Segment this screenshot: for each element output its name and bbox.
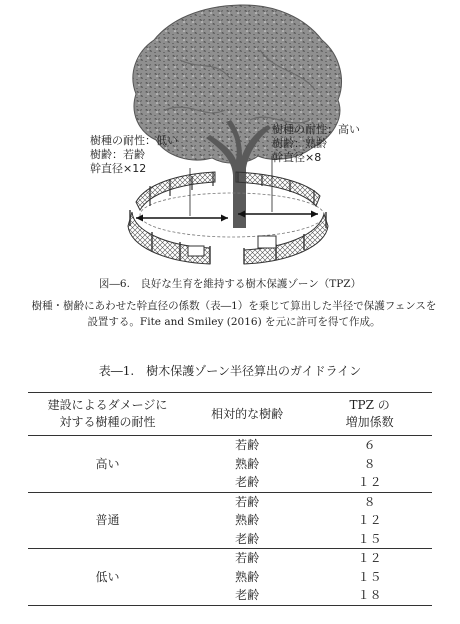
header-factor — [307, 393, 432, 436]
table-row — [28, 549, 432, 568]
right-label — [272, 123, 360, 165]
group-normal — [28, 492, 432, 549]
header-factor-line2: 増加係数 — [345, 415, 394, 429]
right-label-age: 樹齢：熟齢 — [272, 137, 327, 150]
fence-back-right — [236, 172, 320, 206]
age-cell: 若齢 — [235, 494, 260, 509]
tolerance-normal: 普通 — [95, 513, 120, 527]
header-factor-line1: TPZ の — [349, 398, 390, 412]
table-row — [28, 492, 432, 511]
figure-note-line2: 設置する。Fite and Smiley (2016) を元に許可を得て作成。 — [87, 316, 381, 328]
table-row — [28, 436, 432, 455]
factor-cell: ８ — [363, 494, 376, 509]
age-cell: 熟齢 — [235, 569, 260, 584]
age-cell: 若齢 — [235, 438, 260, 452]
figure-caption: 図―6. 良好な生育を維持する樹木保護ゾーン（TPZ） — [98, 278, 362, 290]
header-age: 相対的な樹齢 — [187, 393, 307, 436]
factor-cell: １８ — [357, 588, 382, 602]
tpz-guideline-table — [28, 392, 432, 606]
tpz-ground-circle — [140, 193, 324, 237]
right-label-factor: 幹直径×8 — [272, 151, 322, 164]
factor-cell: １２ — [357, 551, 382, 565]
fence-sign-right — [258, 236, 276, 248]
tree-fence-illustration — [0, 0, 460, 275]
table-caption: 表―1. 樹木保護ゾーン半径算出のガイドライン — [98, 364, 362, 378]
age-cell: 若齢 — [235, 551, 260, 565]
factor-cell: １２ — [357, 513, 382, 527]
factor-cell: １２ — [357, 475, 382, 489]
age-cell: 老齢 — [235, 588, 260, 602]
factor-cell: １５ — [357, 531, 382, 546]
age-cell: 熟齢 — [235, 456, 260, 471]
fence-back-left — [136, 172, 215, 210]
age-cell: 熟齢 — [235, 513, 260, 527]
left-label — [90, 134, 178, 176]
table-header-row — [28, 393, 432, 436]
factor-cell: １５ — [357, 569, 382, 584]
fence-front-right — [244, 212, 328, 264]
figure-note-line1: 樹種・樹齢にあわせた幹直径の係数（表―1）を乗じて算出した半径で保護フェンスを — [31, 300, 437, 312]
group-high — [28, 436, 432, 493]
radius-arrows — [136, 211, 318, 222]
header-tolerance — [28, 393, 187, 436]
tolerance-low: 低い — [95, 569, 120, 584]
left-label-factor: 幹直径×12 — [90, 162, 147, 175]
left-label-tolerance: 樹種の耐性：低い — [90, 134, 178, 147]
factor-cell: ６ — [363, 438, 376, 452]
tolerance-high: 高い — [95, 456, 120, 471]
age-cell: 老齢 — [235, 531, 260, 546]
fence-sign-left — [188, 246, 204, 256]
group-low — [28, 549, 432, 606]
tpz-figure — [0, 0, 460, 275]
header-tolerance-line1: 建設によるダメージに — [47, 398, 168, 412]
right-label-tolerance: 樹種の耐性：高い — [272, 123, 360, 136]
figure-note — [24, 298, 444, 330]
left-label-age: 樹齢：若齢 — [90, 148, 145, 161]
age-cell: 老齢 — [235, 475, 260, 489]
header-tolerance-line2: 対する樹種の耐性 — [59, 415, 156, 429]
factor-cell: ８ — [363, 456, 376, 471]
